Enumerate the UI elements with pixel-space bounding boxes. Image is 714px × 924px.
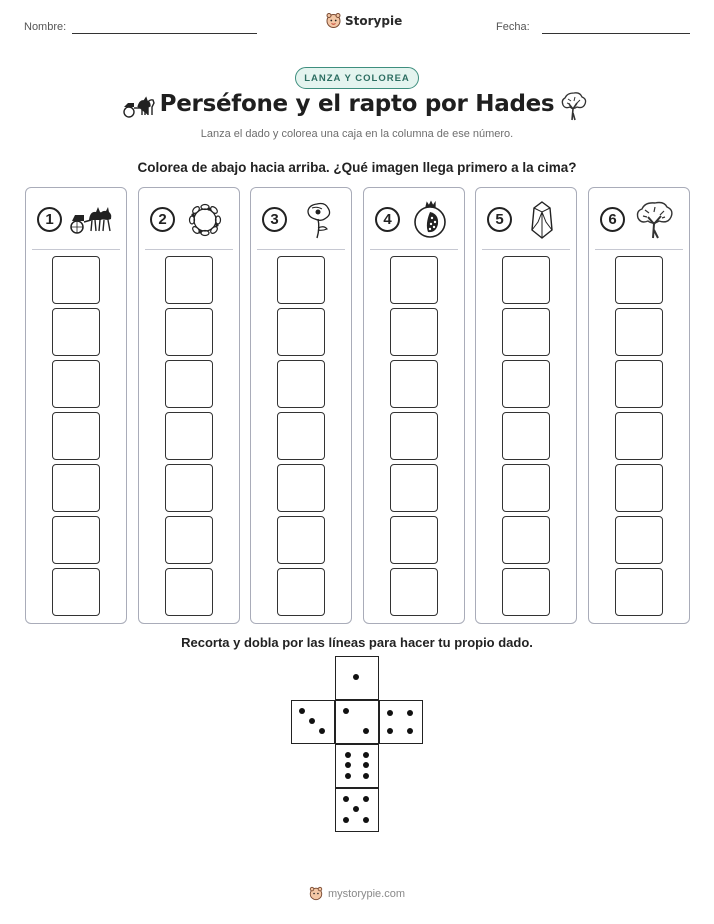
column-divider: [32, 249, 120, 250]
color-box[interactable]: [277, 412, 325, 460]
page-title: Perséfone y el rapto por Hades: [159, 91, 555, 117]
color-box[interactable]: [502, 516, 550, 564]
pomegranate-icon: [408, 200, 452, 240]
activity-badge: LANZA Y COLOREA: [295, 67, 419, 89]
cut-instruction: Recorta y dobla por las líneas para hacer tu propio dado.: [181, 635, 533, 650]
column-1: [25, 187, 127, 624]
color-box[interactable]: [502, 568, 550, 616]
color-box[interactable]: [52, 308, 100, 356]
die-pip: [343, 796, 349, 802]
die-pip: [343, 817, 349, 823]
column-3: [250, 187, 352, 624]
column-number: 4: [375, 207, 400, 232]
die-pip: [407, 710, 413, 716]
die-face-five: [335, 788, 379, 832]
color-box[interactable]: [390, 256, 438, 304]
color-box[interactable]: [52, 360, 100, 408]
column-number: 6: [600, 207, 625, 232]
color-box[interactable]: [390, 308, 438, 356]
column-6: [588, 187, 690, 624]
color-box[interactable]: [615, 568, 663, 616]
column-number: 5: [487, 207, 512, 232]
die-pip: [343, 708, 349, 714]
crystal-icon: [520, 200, 564, 240]
die-pip: [299, 708, 305, 714]
color-box[interactable]: [277, 464, 325, 512]
tree-icon: [560, 91, 588, 121]
die-face-six: [335, 744, 379, 788]
color-box[interactable]: [277, 308, 325, 356]
color-box[interactable]: [390, 464, 438, 512]
color-box[interactable]: [390, 412, 438, 460]
color-box[interactable]: [502, 360, 550, 408]
color-box[interactable]: [165, 360, 213, 408]
column-divider: [482, 249, 570, 250]
name-line: [72, 33, 257, 34]
die-pip: [345, 773, 351, 779]
tree-icon: [633, 200, 677, 240]
color-box[interactable]: [52, 568, 100, 616]
color-box[interactable]: [390, 516, 438, 564]
color-box[interactable]: [165, 412, 213, 460]
color-box[interactable]: [277, 256, 325, 304]
color-box[interactable]: [165, 308, 213, 356]
die-pip: [363, 762, 369, 768]
color-box[interactable]: [615, 308, 663, 356]
color-box[interactable]: [615, 256, 663, 304]
column-divider: [145, 249, 233, 250]
die-pip: [345, 762, 351, 768]
color-box[interactable]: [165, 256, 213, 304]
page-subtitle: Lanza el dado y colorea una caja en la columna de ese número.: [200, 128, 514, 140]
die-pip: [407, 728, 413, 734]
brand-logo: [326, 12, 402, 29]
die-face-two: [335, 700, 379, 744]
column-number: 1: [37, 207, 62, 232]
die-pip: [363, 728, 369, 734]
color-box[interactable]: [502, 412, 550, 460]
die-pip: [309, 718, 315, 724]
die-pip: [345, 752, 351, 758]
color-box[interactable]: [165, 464, 213, 512]
color-box[interactable]: [165, 516, 213, 564]
coloring-instruction: Colorea de abajo hacia arriba. ¿Qué imagen llega primero a la cima?: [137, 160, 577, 175]
color-box[interactable]: [390, 568, 438, 616]
color-box[interactable]: [165, 568, 213, 616]
die-pip: [319, 728, 325, 734]
color-box[interactable]: [615, 360, 663, 408]
color-box[interactable]: [52, 412, 100, 460]
brand-name: Storypie: [345, 13, 403, 28]
die-pip: [353, 674, 359, 680]
column-4: [363, 187, 465, 624]
color-box[interactable]: [277, 568, 325, 616]
column-divider: [370, 249, 458, 250]
color-box[interactable]: [52, 256, 100, 304]
color-box[interactable]: [502, 256, 550, 304]
color-box[interactable]: [52, 464, 100, 512]
die-pip: [363, 752, 369, 758]
poppy-flower-icon: [295, 200, 339, 240]
column-number: 3: [262, 207, 287, 232]
date-line: [542, 33, 690, 34]
die-pip: [387, 728, 393, 734]
chariot-icon: [70, 200, 114, 240]
storypie-mascot-icon: [309, 886, 323, 901]
color-box[interactable]: [277, 516, 325, 564]
die-face-three: [291, 700, 335, 744]
die-face-four: [379, 700, 423, 744]
column-5: [475, 187, 577, 624]
name-label: Nombre:: [24, 21, 67, 33]
date-label: Fecha:: [496, 21, 530, 33]
column-number: 2: [150, 207, 175, 232]
storypie-mascot-icon: [326, 12, 341, 29]
color-box[interactable]: [502, 308, 550, 356]
column-2: [138, 187, 240, 624]
color-box[interactable]: [615, 516, 663, 564]
color-box[interactable]: [615, 464, 663, 512]
color-box[interactable]: [390, 360, 438, 408]
column-divider: [595, 249, 683, 250]
die-pip: [363, 773, 369, 779]
color-box[interactable]: [52, 516, 100, 564]
die-face-one: [335, 656, 379, 700]
die-pip: [387, 710, 393, 716]
column-divider: [257, 249, 345, 250]
wreath-icon: [183, 200, 227, 240]
color-box[interactable]: [277, 360, 325, 408]
footer: [0, 886, 714, 901]
color-box[interactable]: [502, 464, 550, 512]
die-pip: [363, 817, 369, 823]
die-pip: [353, 806, 359, 812]
footer-url: mystorypie.com: [327, 887, 406, 900]
color-box[interactable]: [615, 412, 663, 460]
die-pip: [363, 796, 369, 802]
